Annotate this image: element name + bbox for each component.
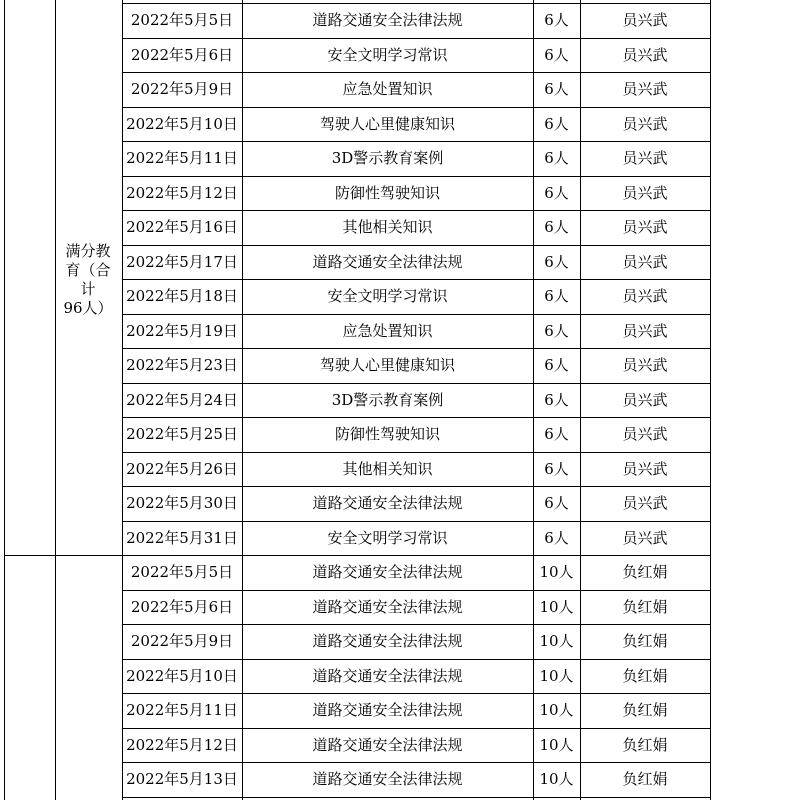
date-cell: 2022年5月31日 — [126, 529, 238, 547]
count-cell: 6人 — [544, 253, 569, 271]
group-label-line: 计 — [80, 280, 96, 298]
date-cell: 2022年5月23日 — [126, 356, 238, 374]
topic-cell: 安全文明学习常识 — [327, 46, 448, 64]
count-cell: 10人 — [539, 632, 574, 650]
topic-cell: 防御性驾驶知识 — [334, 425, 440, 443]
topic-cell: 道路交通安全法律法规 — [312, 563, 463, 581]
person-cell: 员兴武 — [622, 287, 668, 305]
date-cell: 2022年5月10日 — [126, 667, 238, 685]
col-border-0 — [4, 0, 5, 800]
person-cell: 负红娟 — [622, 770, 668, 788]
person-cell: 负红娟 — [622, 598, 668, 616]
person-cell: 员兴武 — [622, 253, 668, 271]
person-cell: 负红娟 — [622, 563, 668, 581]
person-cell: 员兴武 — [622, 391, 668, 409]
count-cell: 6人 — [544, 460, 569, 478]
topic-cell: 3D警示教育案例 — [331, 149, 444, 167]
topic-cell: 道路交通安全法律法规 — [312, 667, 463, 685]
count-cell: 6人 — [544, 425, 569, 443]
date-cell: 2022年5月12日 — [126, 736, 238, 754]
col-border-1 — [55, 0, 56, 800]
date-cell: 2022年5月25日 — [126, 425, 238, 443]
date-cell: 2022年5月24日 — [126, 391, 238, 409]
topic-cell: 道路交通安全法律法规 — [312, 701, 463, 719]
topic-cell: 道路交通安全法律法规 — [312, 770, 463, 788]
count-cell: 6人 — [544, 46, 569, 64]
date-cell: 2022年5月6日 — [130, 598, 234, 616]
group-label-line: 满分教 — [65, 242, 111, 260]
count-cell: 6人 — [544, 287, 569, 305]
person-cell: 员兴武 — [622, 322, 668, 340]
group-label — [56, 242, 120, 318]
date-cell: 2022年5月13日 — [126, 770, 238, 788]
date-cell: 2022年5月19日 — [126, 322, 238, 340]
row-border — [122, 797, 711, 798]
group-label-line: 育（合 — [65, 261, 111, 279]
person-cell: 员兴武 — [622, 46, 668, 64]
topic-cell: 道路交通安全法律法规 — [312, 11, 463, 29]
person-cell: 员兴武 — [622, 184, 668, 202]
topic-cell: 其他相关知识 — [342, 218, 433, 236]
count-cell: 10人 — [539, 736, 574, 754]
count-cell: 6人 — [544, 149, 569, 167]
person-cell: 员兴武 — [622, 80, 668, 98]
topic-cell: 应急处置知识 — [342, 80, 433, 98]
count-cell: 10人 — [539, 667, 574, 685]
date-cell: 2022年5月10日 — [126, 115, 238, 133]
topic-cell: 道路交通安全法律法规 — [312, 253, 463, 271]
date-cell: 2022年5月16日 — [126, 218, 238, 236]
count-cell: 6人 — [544, 529, 569, 547]
person-cell: 负红娟 — [622, 701, 668, 719]
date-cell: 2022年5月5日 — [130, 11, 234, 29]
count-cell: 10人 — [539, 770, 574, 788]
topic-cell: 其他相关知识 — [342, 460, 433, 478]
person-cell: 员兴武 — [622, 425, 668, 443]
count-cell: 6人 — [544, 322, 569, 340]
person-cell: 员兴武 — [622, 529, 668, 547]
group-label-line: 96人） — [63, 299, 113, 317]
date-cell: 2022年5月11日 — [126, 149, 238, 167]
date-cell: 2022年5月5日 — [130, 563, 234, 581]
topic-cell: 道路交通安全法律法规 — [312, 598, 463, 616]
topic-cell: 驾驶人心里健康知识 — [319, 115, 455, 133]
topic-cell: 道路交通安全法律法规 — [312, 494, 463, 512]
count-cell: 6人 — [544, 494, 569, 512]
person-cell: 负红娟 — [622, 667, 668, 685]
person-cell: 员兴武 — [622, 356, 668, 374]
topic-cell: 驾驶人心里健康知识 — [319, 356, 455, 374]
date-cell: 2022年5月11日 — [126, 701, 238, 719]
count-cell: 6人 — [544, 11, 569, 29]
person-cell: 负红娟 — [622, 736, 668, 754]
person-cell: 负红娟 — [622, 632, 668, 650]
count-cell: 10人 — [539, 701, 574, 719]
date-cell: 2022年5月9日 — [130, 80, 234, 98]
count-cell: 10人 — [539, 563, 574, 581]
count-cell: 6人 — [544, 356, 569, 374]
count-cell: 10人 — [539, 598, 574, 616]
topic-cell: 3D警示教育案例 — [331, 391, 444, 409]
topic-cell: 防御性驾驶知识 — [334, 184, 440, 202]
person-cell: 员兴武 — [622, 460, 668, 478]
date-cell: 2022年5月6日 — [130, 46, 234, 64]
count-cell: 6人 — [544, 80, 569, 98]
date-cell: 2022年5月30日 — [126, 494, 238, 512]
topic-cell: 安全文明学习常识 — [327, 529, 448, 547]
person-cell: 员兴武 — [622, 115, 668, 133]
topic-cell: 道路交通安全法律法规 — [312, 632, 463, 650]
topic-cell: 应急处置知识 — [342, 322, 433, 340]
date-cell: 2022年5月17日 — [126, 253, 238, 271]
count-cell: 6人 — [544, 184, 569, 202]
date-cell: 2022年5月18日 — [126, 287, 238, 305]
date-cell: 2022年5月12日 — [126, 184, 238, 202]
date-cell: 2022年5月26日 — [126, 460, 238, 478]
date-cell: 2022年5月9日 — [130, 632, 234, 650]
topic-cell: 安全文明学习常识 — [327, 287, 448, 305]
count-cell: 6人 — [544, 115, 569, 133]
topic-cell: 道路交通安全法律法规 — [312, 736, 463, 754]
person-cell: 员兴武 — [622, 149, 668, 167]
col-border-6 — [710, 0, 711, 800]
person-cell: 员兴武 — [622, 218, 668, 236]
person-cell: 员兴武 — [622, 11, 668, 29]
count-cell: 6人 — [544, 391, 569, 409]
count-cell: 6人 — [544, 218, 569, 236]
person-cell: 员兴武 — [622, 494, 668, 512]
